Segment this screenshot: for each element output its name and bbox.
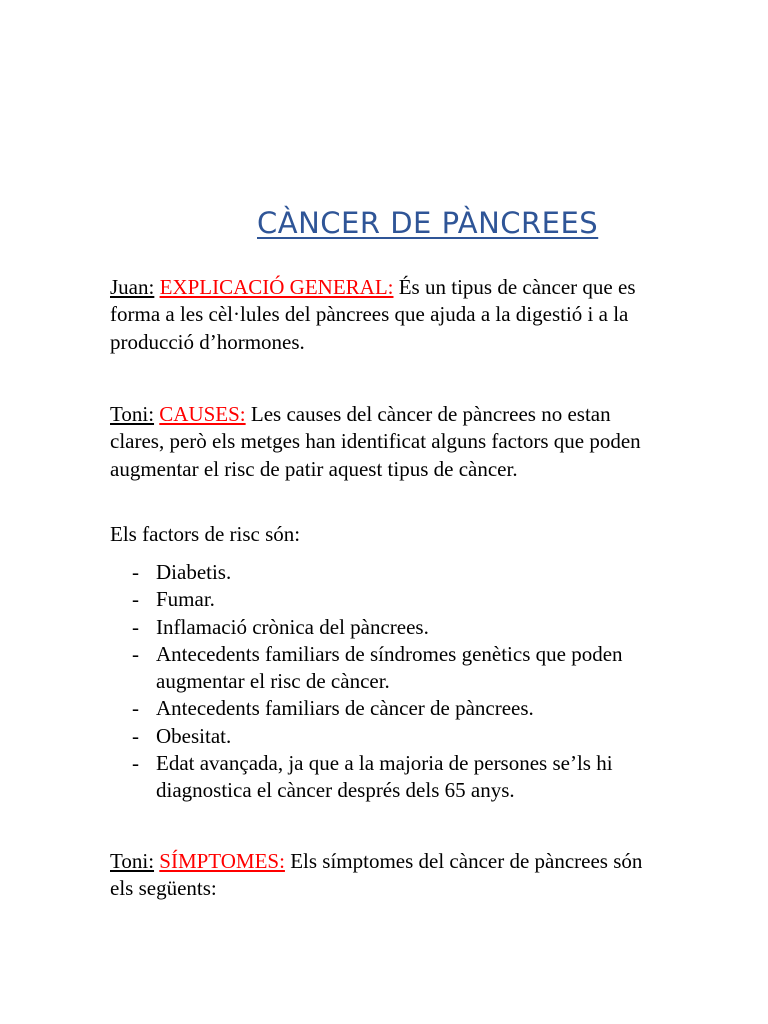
risk-factor-item — [110, 695, 655, 722]
speaker-label: Toni: — [110, 402, 155, 426]
risk-factor-text: Obesitat. — [156, 723, 232, 748]
section-heading: EXPLICACIÓ GENERAL: — [159, 275, 394, 299]
section-symptoms — [110, 848, 655, 903]
risk-factor-text: Edat avançada, ja que a la majoria de persones se’ls hi diagnostica el càncer després dels 65 anys. — [156, 751, 613, 803]
section-causes — [110, 401, 655, 483]
risk-factor-text: Antecedents familiars de síndromes genètics que poden augmentar el risc de càncer. — [156, 641, 623, 694]
list-dash-marker: - — [132, 614, 139, 639]
risk-intro: Els factors de risc són: — [110, 522, 301, 546]
risk-factor-item — [110, 641, 655, 696]
risk-factor-text: Antecedents familiars de càncer de pàncrees. — [156, 696, 534, 721]
section-general — [110, 274, 655, 356]
document-title: CÀNCER DE PÀNCREES — [257, 206, 599, 240]
risk-factor-item — [110, 559, 655, 586]
section-heading: SÍMPTOMES: — [159, 849, 285, 873]
list-dash-marker: - — [132, 560, 139, 584]
risk-factor-text: Diabetis. — [156, 560, 232, 584]
section-text: Els símptomes del càncer de pàncrees són els següents: — [110, 849, 643, 901]
list-dash-marker: - — [132, 751, 139, 776]
section-text: Les causes del càncer de pàncrees no estan clares, però els metges han identificat alguns factors que poden augmentar el risc de patir aquest tipus de càncer. — [110, 402, 641, 481]
list-dash-marker: - — [132, 696, 139, 721]
risk-factor-text: Fumar. — [156, 587, 215, 612]
risk-factor-item — [110, 723, 655, 750]
section-heading: CAUSES: — [159, 402, 246, 426]
speaker-label: Juan: — [110, 275, 155, 299]
list-dash-marker: - — [132, 723, 139, 748]
risk-factor-item — [110, 586, 655, 613]
speaker-label: Toni: — [110, 849, 155, 873]
list-dash-marker: - — [132, 587, 139, 612]
risk-factor-text: Inflamació crònica del pàncrees. — [156, 614, 429, 639]
risk-factor-list — [110, 559, 655, 805]
section-text: És un tipus de càncer que es forma a les cèl·lules del pàncrees que ajuda a la digestió i a la producció d’hormones. — [110, 275, 636, 354]
list-dash-marker: - — [132, 641, 139, 666]
risk-factor-item — [110, 750, 655, 805]
risk-factor-item — [110, 614, 655, 641]
